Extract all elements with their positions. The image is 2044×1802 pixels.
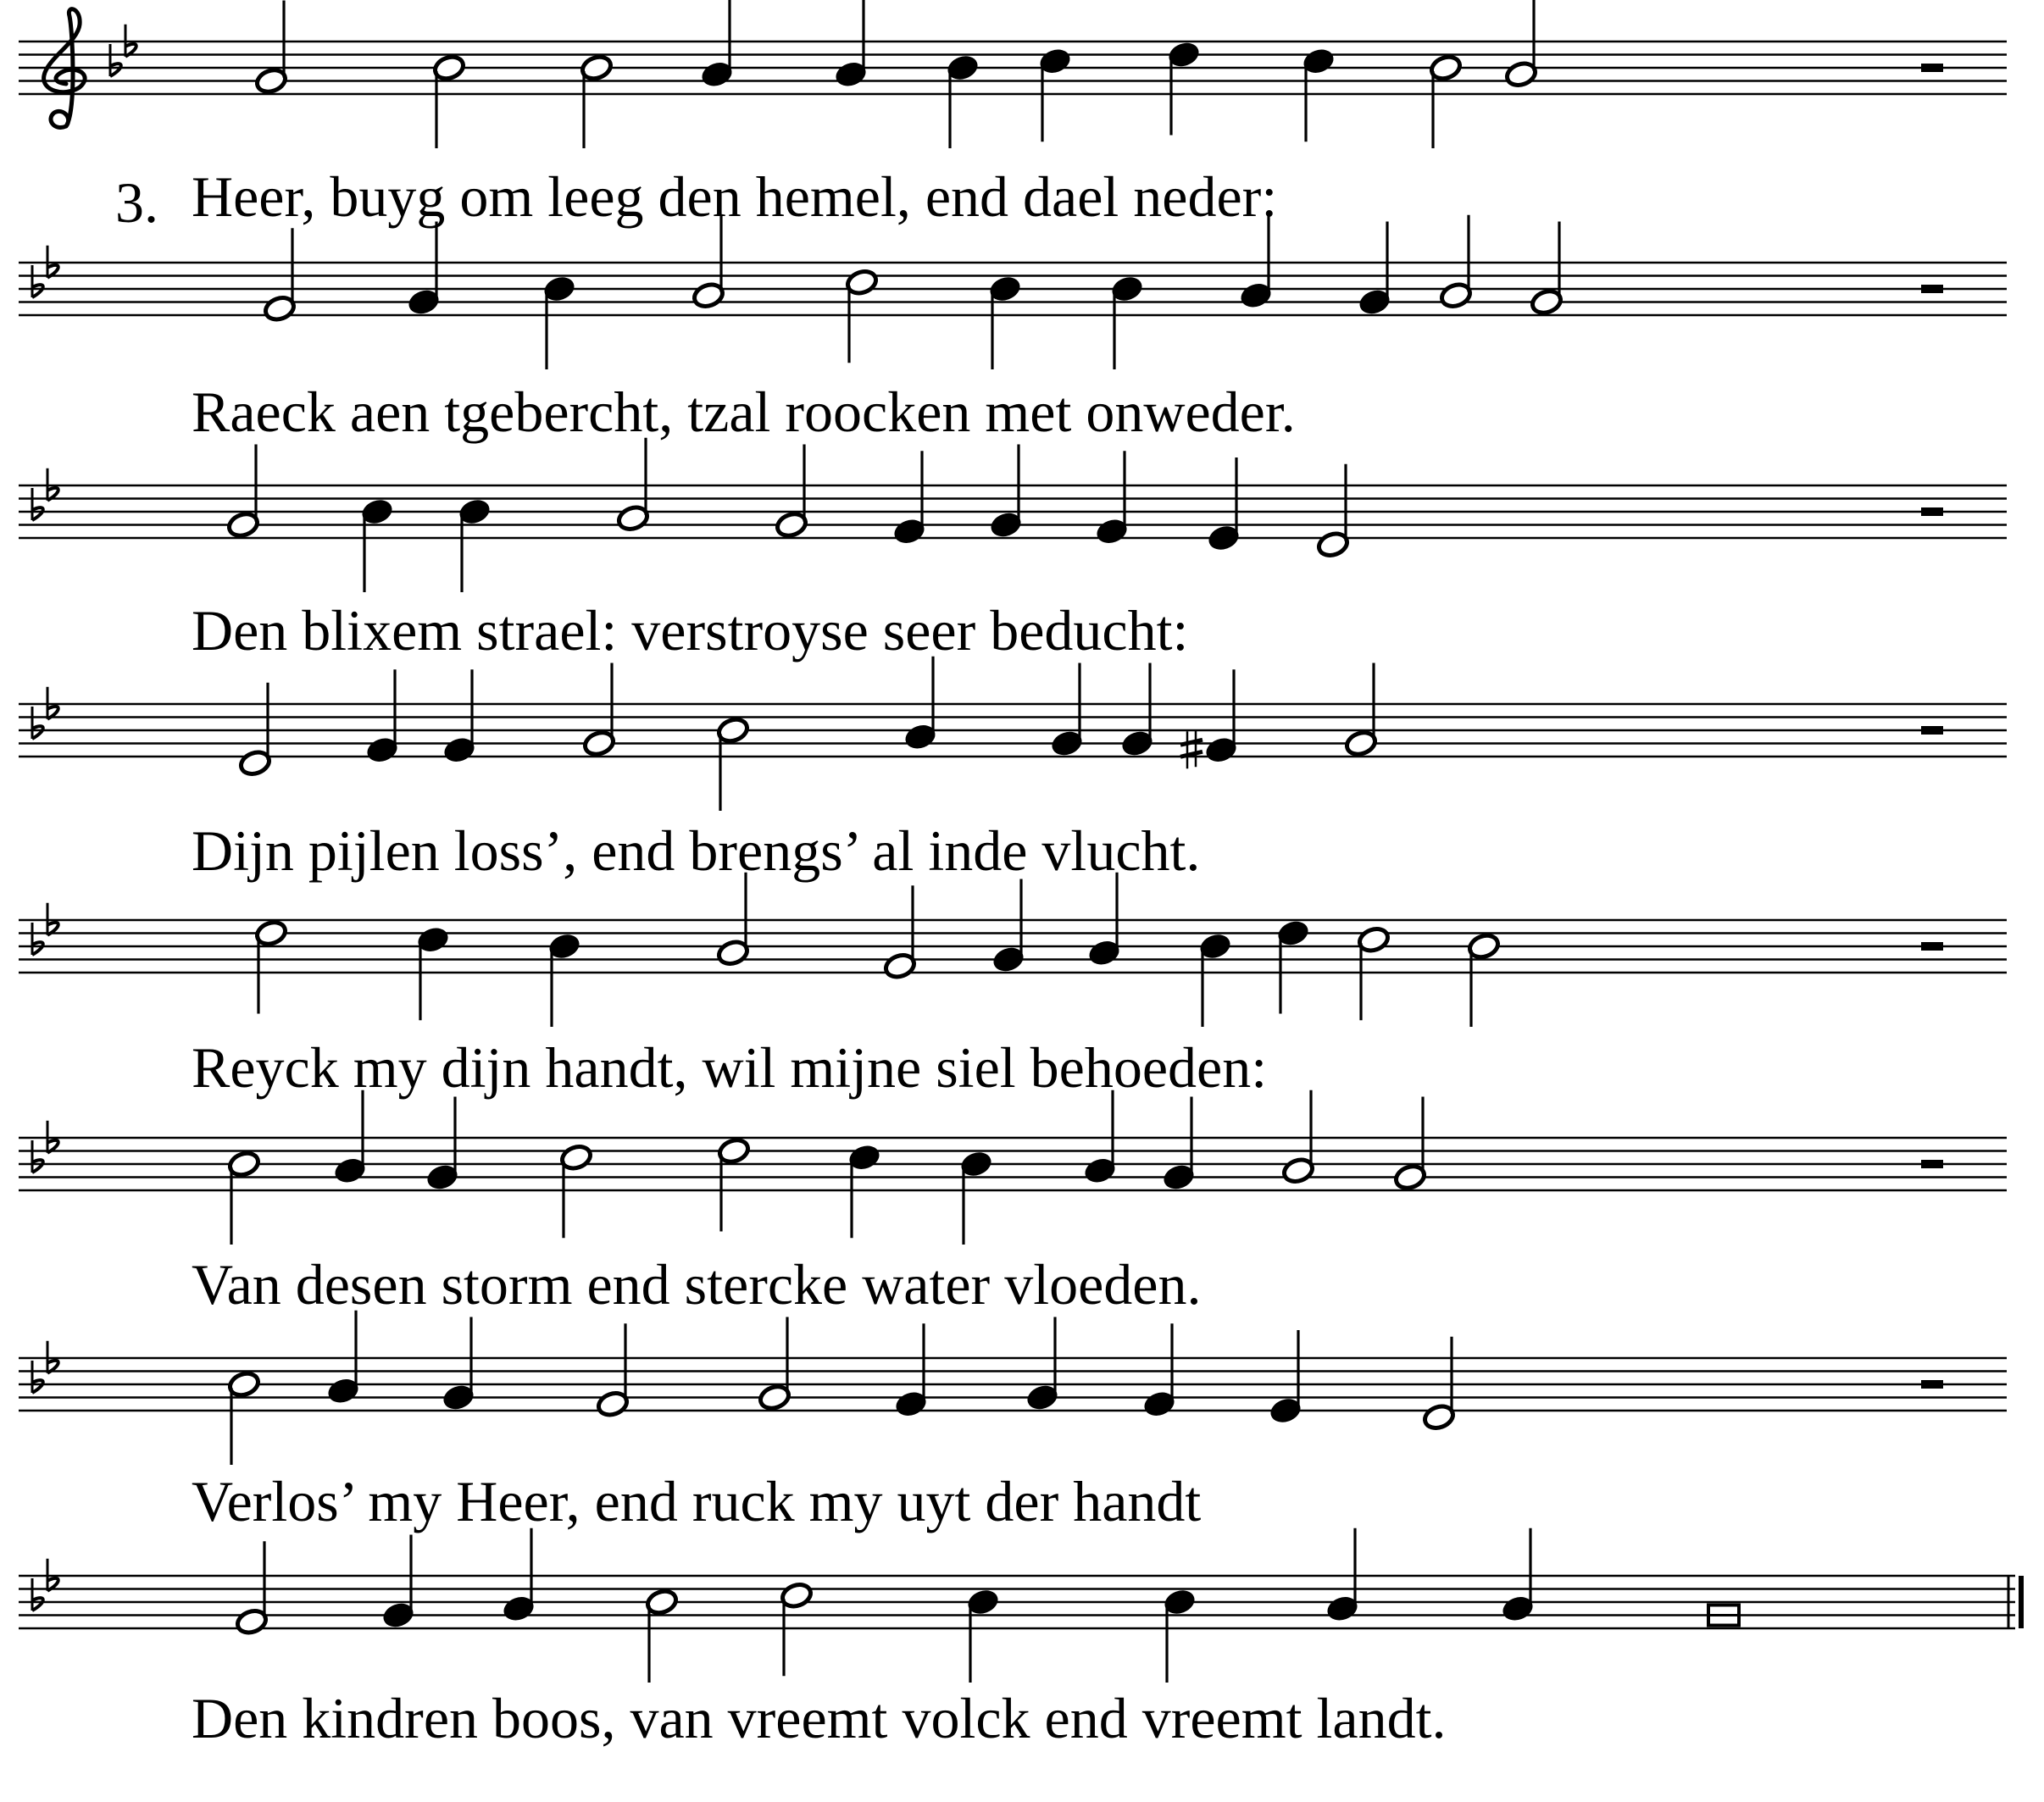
lyric-line: Heer, buyg om leeg den hemel, end dael neder:: [192, 164, 1278, 229]
flat-sign: [32, 1140, 43, 1173]
rest: [1921, 1160, 1943, 1168]
lyric-line: Den kindren boos, van vreemt volck end vreemt landt.: [192, 1686, 1447, 1750]
rest: [1921, 942, 1943, 951]
lyric-line: Den blixem strael: verstroyse seer beducht:: [192, 598, 1189, 663]
lyric-line: Dijn pijlen loss’, end brengs’ al inde vlucht.: [192, 818, 1201, 883]
rest: [1921, 1380, 1943, 1389]
lyric-line: Verlos’ my Heer, end ruck my uyt der handt: [192, 1469, 1202, 1533]
flat-sign: [32, 1361, 43, 1393]
verse-number: 3.: [115, 170, 158, 235]
rest: [1921, 285, 1943, 293]
rest: [1921, 64, 1943, 72]
flat-sign: [32, 488, 43, 520]
lyric-line: Reyck my dijn handt, wil mijne siel behoeden:: [192, 1035, 1268, 1100]
sharp-sign: [1180, 729, 1203, 768]
flat-sign: [110, 44, 121, 76]
flat-sign: [32, 707, 43, 739]
lyric-line: Van desen storm end stercke water vloeden.: [192, 1252, 1202, 1317]
rest: [1921, 507, 1943, 516]
flat-sign: [32, 923, 43, 955]
rest: [1921, 726, 1943, 735]
flat-sign: [32, 1578, 43, 1611]
flat-sign: [32, 265, 43, 297]
lyric-line: Raeck aen tgebercht, tzal roocken met onweder.: [192, 380, 1296, 444]
